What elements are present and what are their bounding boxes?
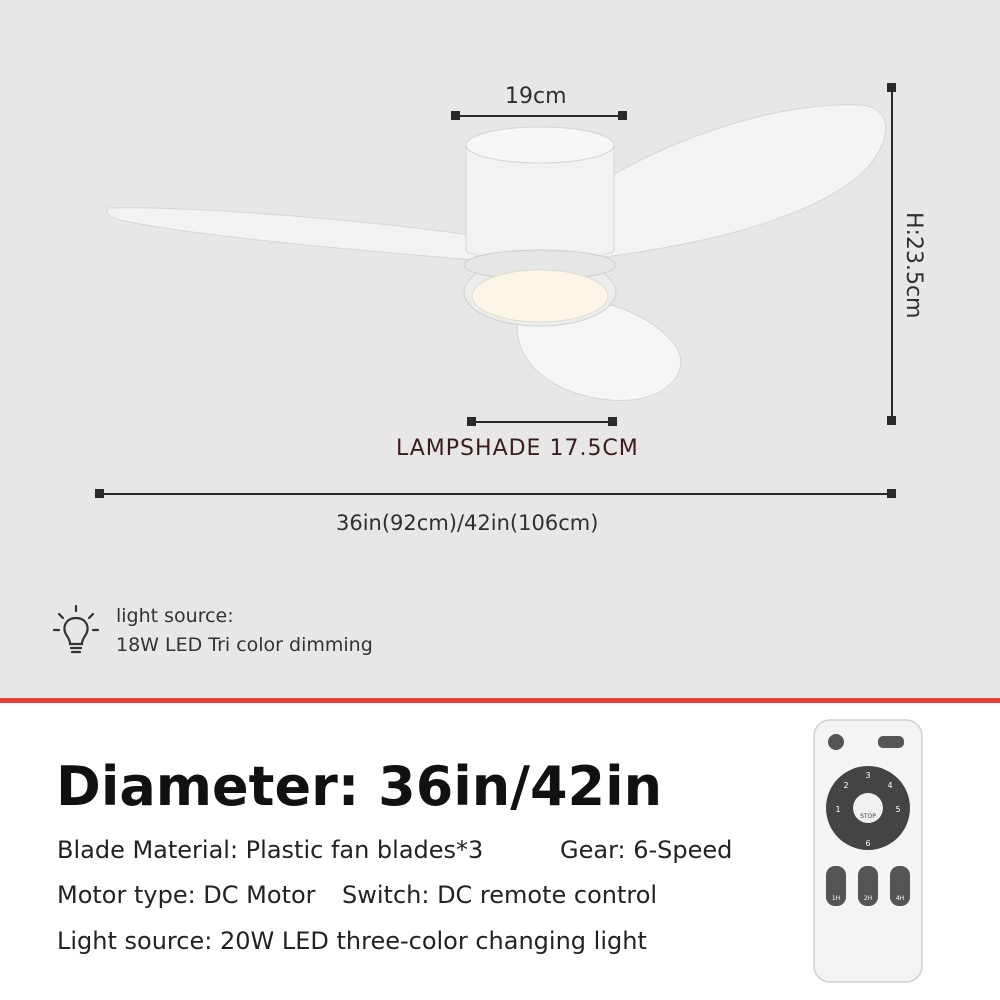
gear-spec: Gear: 6-Speed [560,836,733,864]
light-source-heading: light source: [116,605,234,627]
timer-4h-label: 4H [895,895,905,902]
height-label: H:23.5cm [901,212,926,319]
switch-spec: Switch: DC remote control [342,881,658,909]
width-label: 19cm [505,84,567,109]
speed-6-label: 6 [865,839,871,848]
timer-2h-label: 2H [863,895,873,902]
diameter-title: Diameter: 36in/42in [56,755,663,818]
power-button-icon [828,734,844,750]
speed-2-label: 2 [843,781,849,790]
speed-1-label: 3 [865,771,871,780]
remote-control-image [812,718,924,984]
light-bulb-icon [52,604,100,660]
stop-label: STOP [860,813,876,820]
motor-type-spec: Motor type: DC Motor [57,881,316,909]
speed-1b-label: 1 [835,805,841,814]
diameter-label: 36in(92cm)/42in(106cm) [336,511,599,535]
lampshade-label: LAMPSHADE 17.5CM [396,436,639,461]
timer-1h-label: 1H [831,895,841,902]
light-source-spec: Light source: 20W LED three-color changing light [57,927,647,955]
light-source-detail: 18W LED Tri color dimming [116,634,373,656]
blade-material-spec: Blade Material: Plastic fan blades*3 [57,836,484,864]
speed-4-label: 4 [887,781,893,790]
speed-5-label: 5 [895,805,901,814]
